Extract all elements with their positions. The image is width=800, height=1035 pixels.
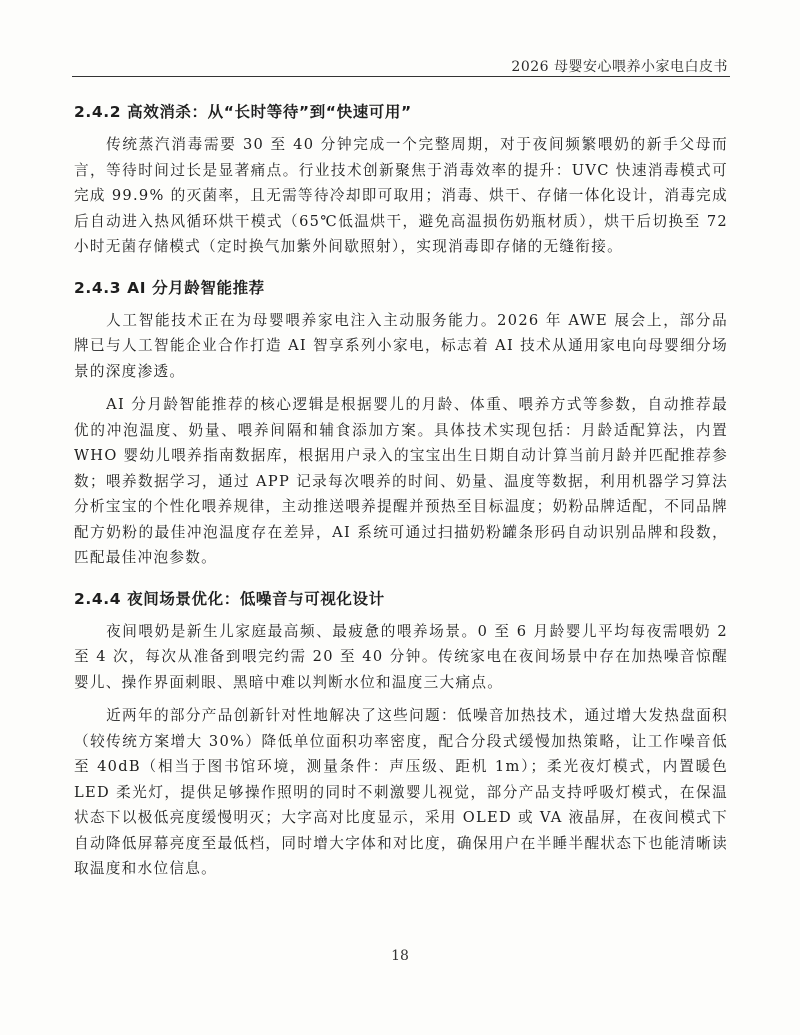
section-2-4-4 [74, 579, 728, 882]
paragraph: 人工智能技术正在为母婴喂养家电注入主动服务能力。2026 年 AWE 展会上，部分品牌已与人工智能企业合作打造 AI 智享系列小家电，标志着 AI 技术从通用家电向母婴细分场景的深度渗透。 [74, 311, 728, 380]
page-body [74, 92, 728, 890]
section-heading: 2.4.3 AI 分月龄智能推荐 [74, 278, 265, 297]
paragraph: 近两年的部分产品创新针对性地解决了这些问题：低噪音加热技术，通过增大发热盘面积（较传统方案增大 30%）降低单位面积功率密度，配合分段式缓慢加热策略，让工作噪音低至 40dB（相当于图书馆环境，测量条件：声压级、距机 1m）；柔光夜灯模式，内置暖色 LED 柔光灯，提供足够操作照明的同时不刺激婴儿视觉，部分产品支持呼吸灯模式，在保温状态下以极低亮度缓慢明灭；大字高对比度显示，采用 OLED 或 VA 液晶屏，在夜间模式下自动降低屏幕亮度至最低档，同时增大字体和对比度，确保用户在半睡半醒状态下也能清晰读取温度和水位信息。 [74, 707, 728, 877]
section-heading: 2.4.2 高效消杀：从“长时等待”到“快速可用” [74, 103, 412, 121]
section-2-4-2 [74, 92, 728, 260]
paragraph: 传统蒸汽消毒需要 30 至 40 分钟完成一个完整周期，对于夜间频繁喂奶的新手父母而言，等待时间过长是显著痛点。行业技术创新聚焦于消毒效率的提升：UVC 快速消毒模式可完成 99.9% 的灭菌率，且无需等待冷却即可取用；消毒、烘干、存储一体化设计，消毒完成后自动进入热风循环烘干模式（65℃低温烘干，避免高温损伤奶瓶材质），烘干后切换至 72 小时无菌存储模式（定时换气加紫外间歇照射），实现消毒即存储的无缝衔接。 [74, 136, 728, 255]
paragraph: 夜间喂奶是新生儿家庭最高频、最疲惫的喂养场景。0 至 6 月龄婴儿平均每夜需喂奶 2 至 4 次，每次从准备到喂完约需 20 至 40 分钟。传统家电在夜间场景中存在加热噪音惊醒婴儿、操作界面刺眼、黑暗中难以判断水位和温度三大痛点。 [74, 622, 728, 691]
running-header: 2026 母婴安心喂养小家电白皮书 [511, 59, 728, 75]
header-rule [72, 76, 730, 77]
section-heading: 2.4.4 夜间场景优化：低噪音与可视化设计 [74, 589, 385, 608]
page-number: 18 [391, 948, 409, 964]
paragraph: AI 分月龄智能推荐的核心逻辑是根据婴儿的月龄、体重、喂养方式等参数，自动推荐最优的冲泡温度、奶量、喂养间隔和辅食添加方案。具体技术实现包括：月龄适配算法，内置 WHO 婴幼儿喂养指南数据库，根据用户录入的宝宝出生日期自动计算当前月龄并匹配推荐参数；喂养数据学习，通过 APP 记录每次喂养的时间、奶量、温度等数据，利用机器学习算法分析宝宝的个性化喂养规律，主动推送喂养提醒并预热至目标温度；奶粉品牌适配，不同品牌配方奶粉的最佳冲泡温度存在差异，AI 系统可通过扫描奶粉罐条形码自动识别品牌和段数，匹配最佳冲泡参数。 [74, 396, 728, 566]
section-2-4-3 [74, 268, 728, 571]
